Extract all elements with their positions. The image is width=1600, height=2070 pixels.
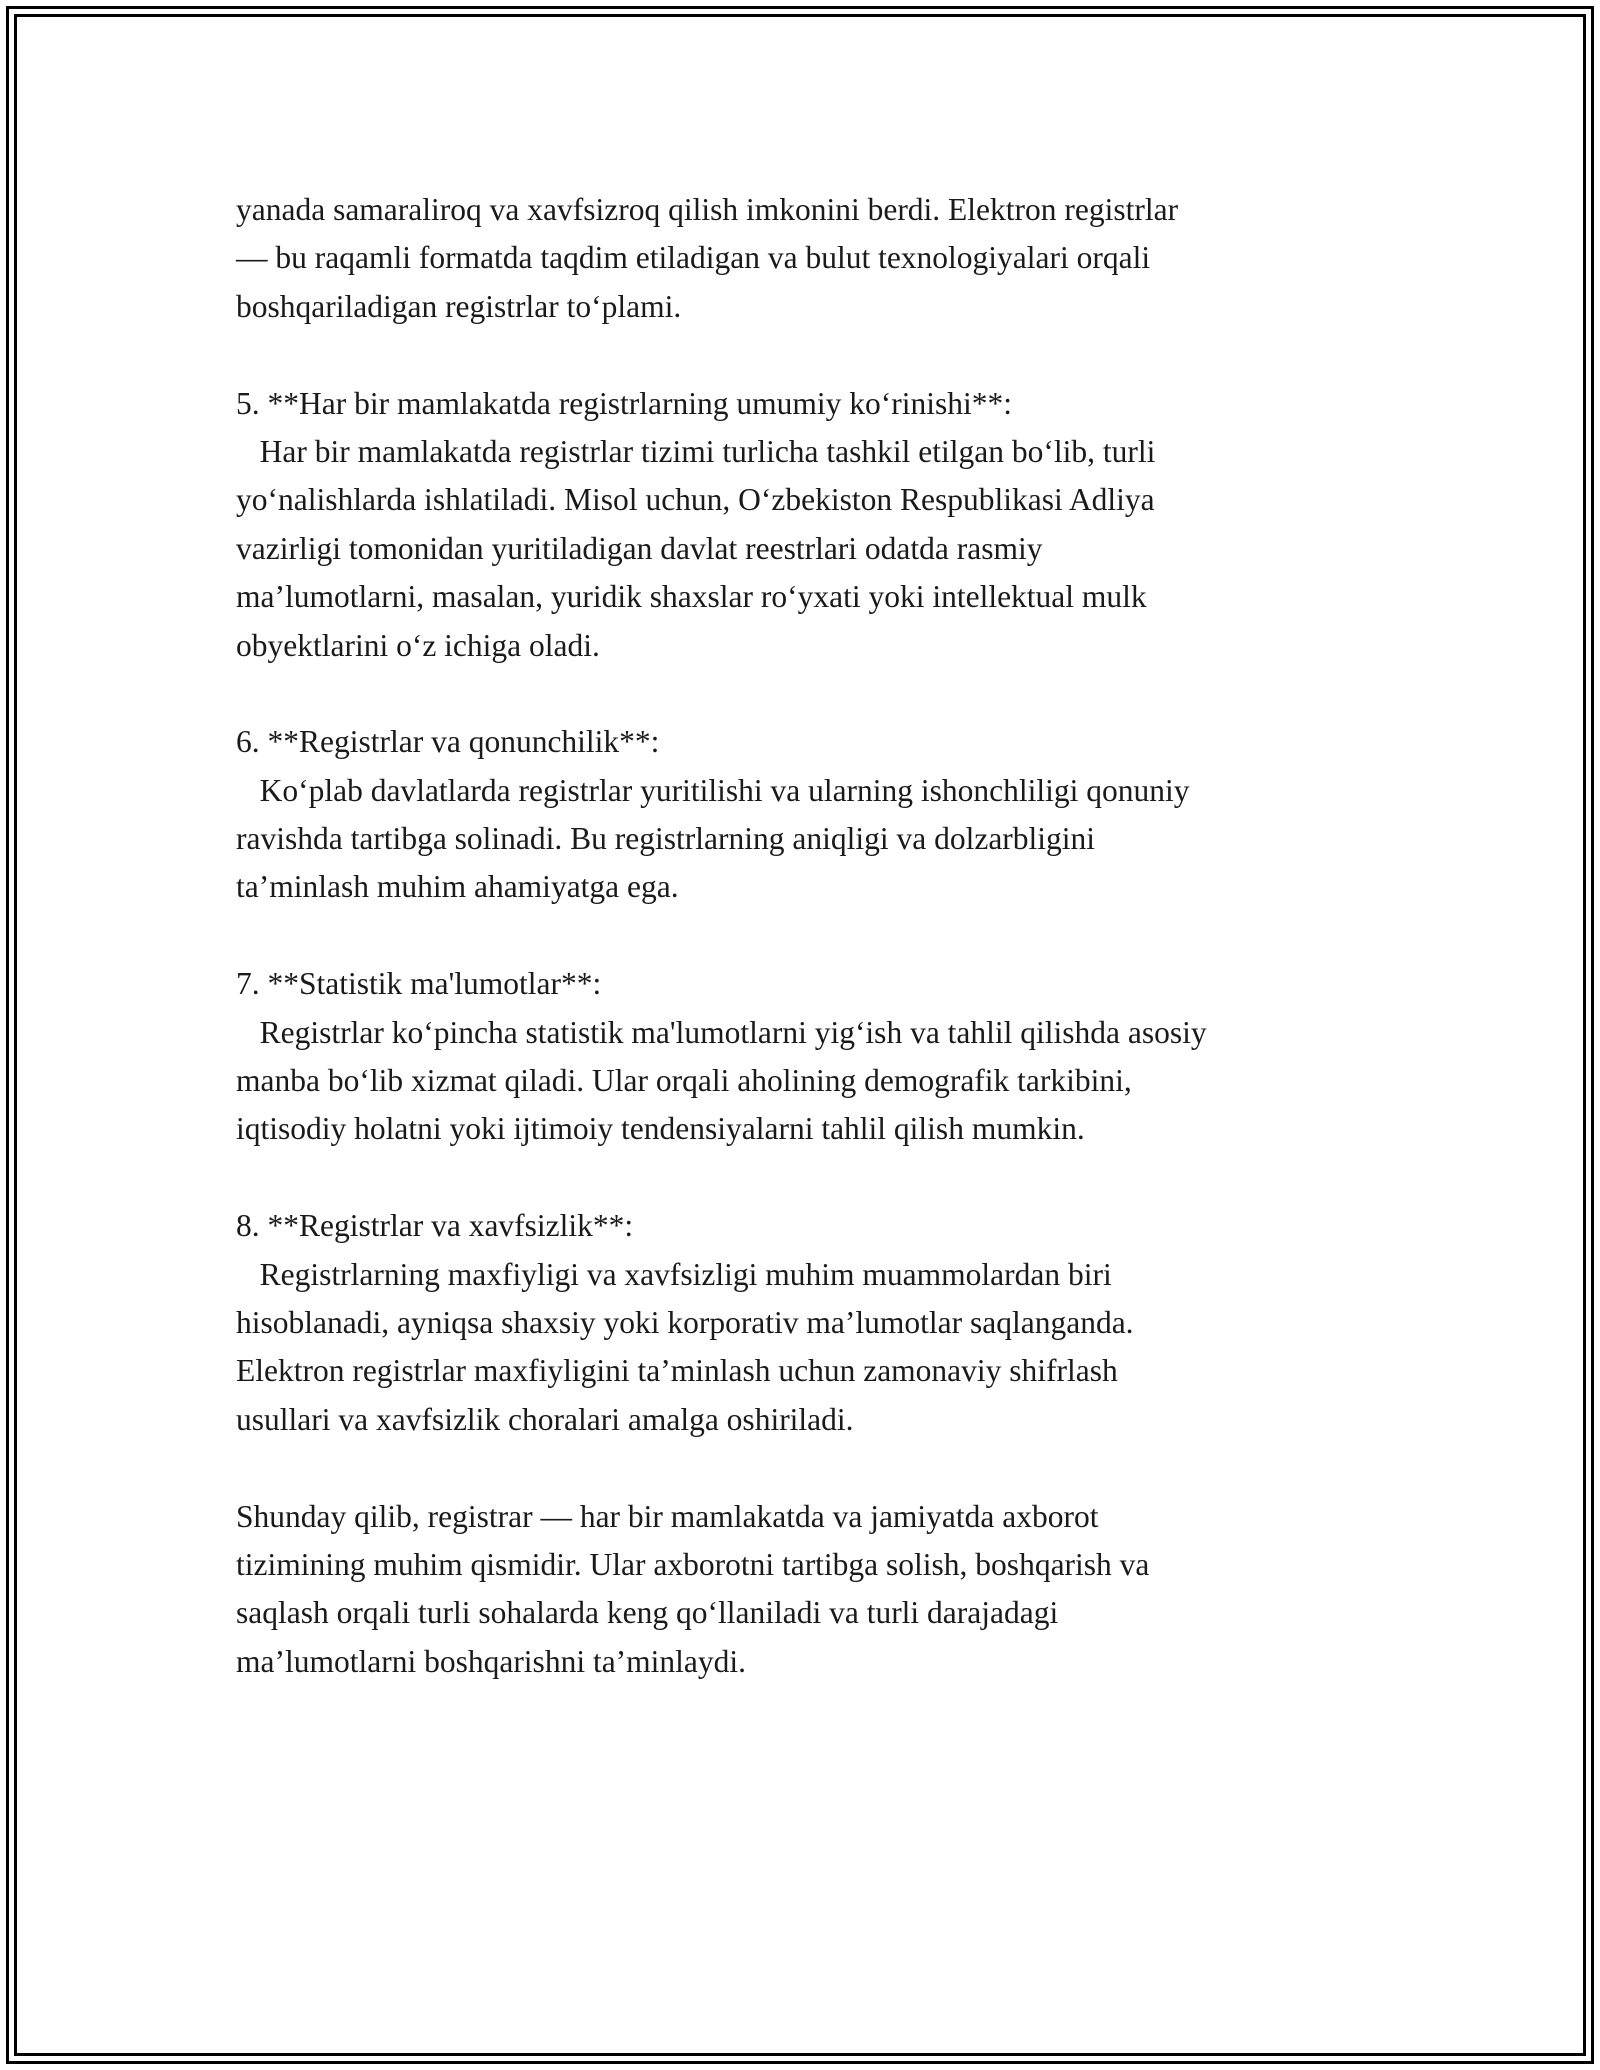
section-6 — [236, 718, 1376, 912]
text-line: — bu raqamli formatda taqdim etiladigan va bulut texnologiyalari orqali — [236, 240, 1151, 276]
text-line: obyektlarini o‘z ichiga oladi. — [236, 627, 600, 663]
text-line: Har bir mamlakatda registrlar tizimi turlicha tashkil etilgan bo‘lib, turli — [236, 433, 1156, 469]
section-8 — [236, 1202, 1376, 1444]
text-line: tizimining muhim qismidir. Ular axborotni tartibga solish, boshqarish va — [236, 1546, 1150, 1582]
paragraph-gap — [236, 670, 1376, 718]
section-5 — [236, 380, 1376, 670]
section-7 — [236, 960, 1376, 1154]
text-line: ta’minlash muhim ahamiyatga ega. — [236, 869, 679, 905]
paragraph-gap — [236, 1444, 1376, 1492]
text-line: hisoblanadi, ayniqsa shaxsiy yoki korporativ ma’lumotlar saqlanganda. — [236, 1304, 1134, 1340]
section-heading: 7. **Statistik ma'lumotlar**: — [236, 966, 602, 1002]
section-heading: 8. **Registrlar va xavfsizlik**: — [236, 1208, 634, 1244]
text-line: boshqariladigan registrlar to‘plami. — [236, 288, 682, 324]
paragraph-gap — [236, 331, 1376, 379]
text-line: Ko‘plab davlatlarda registrlar yuritilishi va ularning ishonchliligi qonuniy — [236, 772, 1190, 808]
text-line: Registrlarning maxfiyligi va xavfsizligi muhim muammolardan biri — [236, 1256, 1112, 1292]
text-line: usullari va xavfsizlik choralari amalga oshiriladi. — [236, 1401, 854, 1437]
paragraph-gap — [236, 1154, 1376, 1202]
text-line: ravishda tartibga solinadi. Bu registrlarning aniqligi va dolzarbligini — [236, 821, 1096, 857]
text-line: Shunday qilib, registrar — har bir mamlakatda va jamiyatda axborot — [236, 1498, 1099, 1534]
text-line: Registrlar ko‘pincha statistik ma'lumotlarni yig‘ish va tahlil qilishda asosiy — [236, 1014, 1207, 1050]
text-line: yo‘nalishlarda ishlatiladi. Misol uchun, O‘zbekiston Respublikasi Adliya — [236, 482, 1155, 518]
section-heading: 5. **Har bir mamlakatda registrlarning umumiy ko‘rinishi**: — [236, 385, 1012, 421]
text-line: ma’lumotlarni, masalan, yuridik shaxslar ro‘yxati yoki intellektual mulk — [236, 579, 1147, 615]
text-line: Elektron registrlar maxfiyligini ta’minlash uchun zamonaviy shifrlash — [236, 1353, 1118, 1389]
text-line: vazirligi tomonidan yuritiladigan davlat reestrlari odatda rasmiy — [236, 530, 1043, 566]
document-body — [236, 186, 1376, 1686]
conclusion-paragraph — [236, 1493, 1376, 1687]
section-heading: 6. **Registrlar va qonunchilik**: — [236, 724, 660, 760]
intro-paragraph — [236, 186, 1376, 331]
text-line: ma’lumotlarni boshqarishni ta’minlaydi. — [236, 1643, 747, 1679]
text-line: yanada samaraliroq va xavfsizroq qilish imkonini berdi. Elektron registrlar — [236, 192, 1179, 227]
text-line: saqlash orqali turli sohalarda keng qo‘llaniladi va turli darajadagi — [236, 1595, 1059, 1631]
text-line: iqtisodiy holatni yoki ijtimoiy tendensiyalarni tahlil qilish mumkin. — [236, 1111, 1085, 1147]
paragraph-gap — [236, 912, 1376, 960]
text-line: manba bo‘lib xizmat qiladi. Ular orqali aholining demografik tarkibini, — [236, 1063, 1132, 1099]
